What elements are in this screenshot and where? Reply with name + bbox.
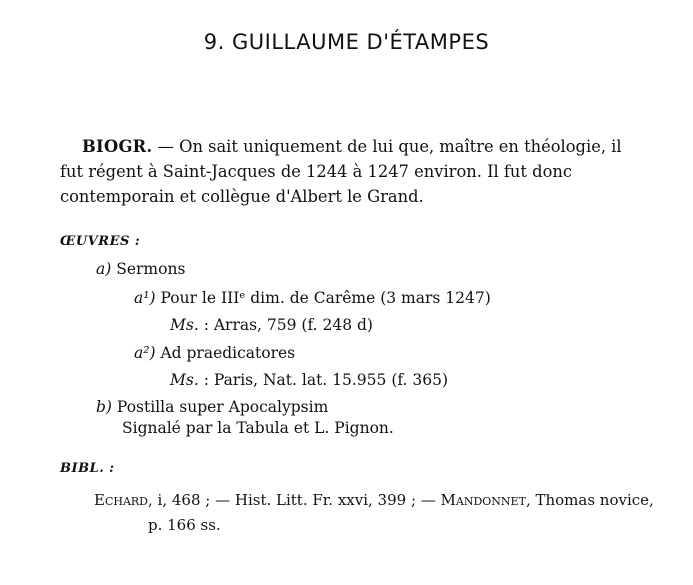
bibliography-ref-2: , Thomas novice, p. 166 ss. (148, 491, 654, 534)
bibliography-text (94, 488, 654, 538)
works-item-a2-marker: a²) (134, 344, 156, 362)
works-item-b (96, 398, 328, 416)
manuscript-label: Ms. (170, 316, 199, 334)
bibliography-author-echard: Echard (94, 491, 149, 509)
works-item-a2 (134, 344, 295, 362)
biography-paragraph (60, 134, 645, 209)
bibliography-heading: BIBL. : (60, 461, 115, 476)
works-item-b-marker: b) (96, 398, 112, 416)
works-item-a1-manuscript (170, 316, 373, 334)
works-item-a2-title: Ad praedicatores (160, 344, 296, 362)
works-heading: ŒUVRES : (60, 234, 141, 249)
manuscript-text: : Arras, 759 (f. 248 d) (198, 316, 373, 334)
works-item-a1 (134, 289, 491, 307)
biography-label: BIOGR. (82, 137, 153, 156)
works-item-a-label: Sermons (116, 260, 186, 278)
works-item-a (96, 260, 185, 278)
biography-text: — On sait uniquement de lui que, maître en théologie, il fut régent à Saint-Jacques de 1244 à 1247 environ. Il fut donc contemporain et collègue d'Albert le Grand. (60, 137, 622, 206)
works-item-a-marker: a) (96, 260, 112, 278)
manuscript-text: : Paris, Nat. lat. 15.955 (f. 365) (198, 371, 449, 389)
works-item-a2-manuscript (170, 371, 448, 389)
works-item-b-label: Postilla super Apocalypsim (116, 398, 329, 416)
works-item-a1-marker: a¹) (134, 289, 156, 307)
bibliography-author-mandonnet: Mandonnet (440, 491, 526, 509)
page-title: 9. GUILLAUME D'ÉTAMPES (203, 30, 490, 54)
bibliography-ref-1: , i, 468 ; — Hist. Litt. Fr. xxvi, 399 ; — (148, 491, 441, 509)
works-item-a1-title: Pour le IIIᵉ dim. de Carême (3 mars 1247) (160, 289, 491, 307)
works-item-b-note: Signalé par la Tabula et L. Pignon. (122, 419, 394, 437)
manuscript-label: Ms. (170, 371, 199, 389)
